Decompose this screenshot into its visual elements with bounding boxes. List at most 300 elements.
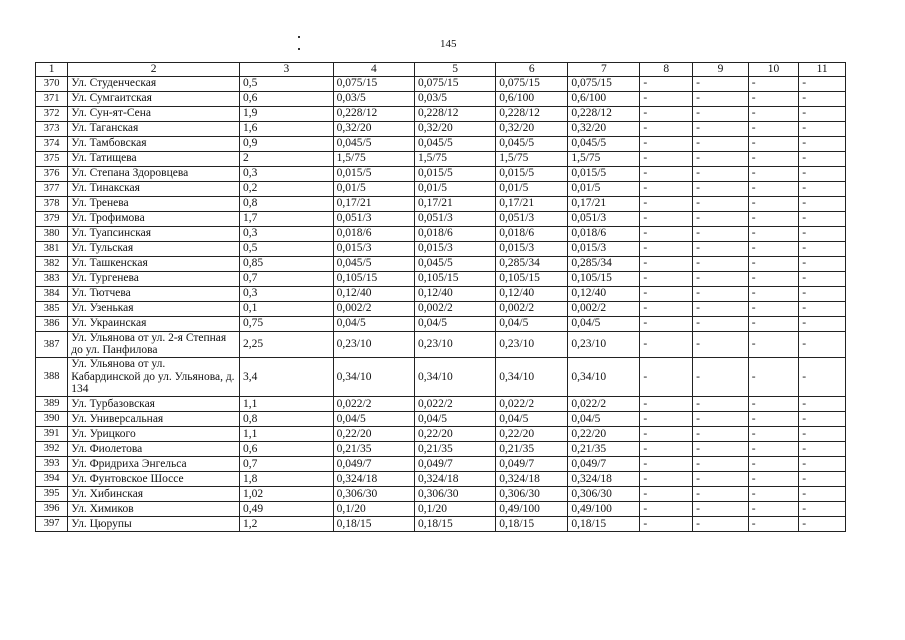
value-cell: 0,7 — [239, 456, 333, 471]
value-cell: 1,2 — [239, 516, 333, 531]
row-number-cell: 379 — [36, 211, 68, 226]
street-name-cell: Ул. Фунтовское Шоссе — [68, 471, 240, 486]
value-cell: - — [693, 331, 749, 357]
value-cell: 0,49/100 — [496, 501, 568, 516]
page-number: 145 — [440, 38, 457, 50]
value-cell: 0,015/3 — [568, 241, 640, 256]
value-cell: 0,23/10 — [414, 331, 495, 357]
value-cell: 0,285/34 — [496, 256, 568, 271]
row-number-cell: 380 — [36, 226, 68, 241]
table-row — [36, 196, 846, 211]
value-cell: 0,306/30 — [414, 486, 495, 501]
street-name-cell: Ул. Турбазовская — [68, 396, 240, 411]
value-cell: - — [748, 411, 798, 426]
value-cell: 0,228/12 — [333, 106, 414, 121]
row-number-cell: 387 — [36, 331, 68, 357]
value-cell: - — [748, 241, 798, 256]
value-cell: - — [799, 136, 846, 151]
value-cell: - — [748, 136, 798, 151]
street-name-cell: Ул. Студенческая — [68, 76, 240, 91]
value-cell: - — [799, 331, 846, 357]
value-cell: 0,015/5 — [568, 166, 640, 181]
row-number-cell: 377 — [36, 181, 68, 196]
value-cell: 0,04/5 — [333, 411, 414, 426]
value-cell: - — [693, 106, 749, 121]
value-cell: 0,17/21 — [414, 196, 495, 211]
value-cell: - — [799, 196, 846, 211]
value-cell: 0,051/3 — [496, 211, 568, 226]
value-cell: 0,6/100 — [568, 91, 640, 106]
table-row — [36, 271, 846, 286]
value-cell: 0,045/5 — [333, 256, 414, 271]
value-cell: - — [640, 121, 693, 136]
value-cell: 0,03/5 — [414, 91, 495, 106]
table-row — [36, 396, 846, 411]
table-row — [36, 226, 846, 241]
value-cell: 1,5/75 — [496, 151, 568, 166]
value-cell: - — [799, 166, 846, 181]
value-cell: - — [640, 226, 693, 241]
value-cell: - — [748, 357, 798, 396]
header-cell: 11 — [799, 63, 846, 77]
value-cell: 0,049/7 — [414, 456, 495, 471]
row-number-cell: 384 — [36, 286, 68, 301]
value-cell: 0,34/10 — [414, 357, 495, 396]
value-cell: - — [640, 396, 693, 411]
table-row — [36, 426, 846, 441]
value-cell: 0,228/12 — [568, 106, 640, 121]
value-cell: - — [748, 226, 798, 241]
row-number-cell: 389 — [36, 396, 68, 411]
table-row — [36, 136, 846, 151]
value-cell: - — [640, 256, 693, 271]
street-name-cell: Ул. Тинакская — [68, 181, 240, 196]
value-cell: - — [799, 241, 846, 256]
street-name-cell: Ул. Сумгаитская — [68, 91, 240, 106]
value-cell: - — [640, 357, 693, 396]
value-cell: - — [748, 286, 798, 301]
value-cell: - — [748, 516, 798, 531]
value-cell: - — [799, 271, 846, 286]
value-cell: 1,9 — [239, 106, 333, 121]
value-cell: 1,1 — [239, 426, 333, 441]
value-cell: 0,8 — [239, 196, 333, 211]
value-cell: 0,01/5 — [333, 181, 414, 196]
table-row — [36, 121, 846, 136]
value-cell: - — [640, 106, 693, 121]
value-cell: 0,105/15 — [414, 271, 495, 286]
header-cell: 7 — [568, 63, 640, 77]
value-cell: - — [748, 456, 798, 471]
value-cell: 0,18/15 — [333, 516, 414, 531]
value-cell: 0,049/7 — [568, 456, 640, 471]
value-cell: - — [640, 301, 693, 316]
value-cell: 0,18/15 — [568, 516, 640, 531]
table-row — [36, 471, 846, 486]
value-cell: - — [640, 286, 693, 301]
street-name-cell: Ул. Урицкого — [68, 426, 240, 441]
value-cell: 0,75 — [239, 316, 333, 331]
value-cell: - — [693, 426, 749, 441]
value-cell: 0,105/15 — [333, 271, 414, 286]
value-cell: 0,105/15 — [496, 271, 568, 286]
value-cell: 0,015/5 — [333, 166, 414, 181]
value-cell: 0,015/3 — [333, 241, 414, 256]
table-row — [36, 211, 846, 226]
table-row — [36, 151, 846, 166]
value-cell: - — [799, 286, 846, 301]
value-cell: 0,49 — [239, 501, 333, 516]
value-cell: 0,1/20 — [333, 501, 414, 516]
value-cell: 1,6 — [239, 121, 333, 136]
street-name-cell: Ул. Ташкенская — [68, 256, 240, 271]
value-cell: 0,17/21 — [568, 196, 640, 211]
value-cell: 0,015/3 — [414, 241, 495, 256]
value-cell: 0,018/6 — [568, 226, 640, 241]
row-number-cell: 395 — [36, 486, 68, 501]
value-cell: 0,075/15 — [414, 76, 495, 91]
value-cell: - — [748, 501, 798, 516]
value-cell: - — [799, 106, 846, 121]
street-name-cell: Ул. Тульская — [68, 241, 240, 256]
value-cell: - — [640, 331, 693, 357]
value-cell: - — [748, 271, 798, 286]
table-row — [36, 441, 846, 456]
value-cell: 0,306/30 — [333, 486, 414, 501]
value-cell: 0,34/10 — [496, 357, 568, 396]
value-cell: 0,7 — [239, 271, 333, 286]
value-cell: - — [799, 181, 846, 196]
value-cell: 0,21/35 — [333, 441, 414, 456]
table-row — [36, 411, 846, 426]
table-row — [36, 256, 846, 271]
value-cell: 0,04/5 — [496, 411, 568, 426]
value-cell: - — [799, 211, 846, 226]
value-cell: - — [799, 516, 846, 531]
value-cell: 0,1 — [239, 301, 333, 316]
value-cell: - — [748, 256, 798, 271]
value-cell: 1,02 — [239, 486, 333, 501]
street-name-cell: Ул. Трофимова — [68, 211, 240, 226]
value-cell: - — [748, 441, 798, 456]
value-cell: - — [799, 501, 846, 516]
streets-table — [35, 62, 846, 532]
value-cell: - — [640, 471, 693, 486]
value-cell: 0,051/3 — [414, 211, 495, 226]
value-cell: - — [693, 76, 749, 91]
value-cell: 0,04/5 — [414, 316, 495, 331]
value-cell: 0,105/15 — [568, 271, 640, 286]
row-number-cell: 373 — [36, 121, 68, 136]
street-name-cell: Ул. Татищева — [68, 151, 240, 166]
scan-speck — [298, 48, 300, 50]
value-cell: 0,018/6 — [414, 226, 495, 241]
value-cell: 1,1 — [239, 396, 333, 411]
value-cell: - — [748, 426, 798, 441]
table-header-row — [36, 63, 846, 77]
value-cell: 0,228/12 — [414, 106, 495, 121]
value-cell: 0,21/35 — [414, 441, 495, 456]
table-row — [36, 516, 846, 531]
value-cell: 0,6 — [239, 91, 333, 106]
value-cell: 0,022/2 — [414, 396, 495, 411]
value-cell: 0,002/2 — [333, 301, 414, 316]
table-row — [36, 301, 846, 316]
value-cell: - — [748, 331, 798, 357]
value-cell: - — [693, 456, 749, 471]
value-cell: 0,18/15 — [414, 516, 495, 531]
table-row — [36, 91, 846, 106]
street-name-cell: Ул. Узенькая — [68, 301, 240, 316]
value-cell: 0,32/20 — [568, 121, 640, 136]
value-cell: - — [640, 316, 693, 331]
value-cell: 0,324/18 — [496, 471, 568, 486]
value-cell: 0,21/35 — [568, 441, 640, 456]
value-cell: 0,34/10 — [568, 357, 640, 396]
value-cell: 0,306/30 — [496, 486, 568, 501]
value-cell: - — [748, 471, 798, 486]
value-cell: - — [640, 516, 693, 531]
value-cell: 0,17/21 — [496, 196, 568, 211]
street-name-cell: Ул. Тренева — [68, 196, 240, 211]
value-cell: 0,324/18 — [333, 471, 414, 486]
value-cell: 0,015/3 — [496, 241, 568, 256]
header-cell: 3 — [239, 63, 333, 77]
table-row — [36, 501, 846, 516]
value-cell: - — [693, 136, 749, 151]
value-cell: 0,01/5 — [496, 181, 568, 196]
street-name-cell: Ул. Фиолетова — [68, 441, 240, 456]
header-cell: 6 — [496, 63, 568, 77]
value-cell: 0,34/10 — [333, 357, 414, 396]
value-cell: 0,3 — [239, 226, 333, 241]
street-name-cell: Ул. Хибинская — [68, 486, 240, 501]
value-cell: - — [693, 211, 749, 226]
value-cell: - — [799, 91, 846, 106]
value-cell: - — [748, 486, 798, 501]
value-cell: 0,2 — [239, 181, 333, 196]
value-cell: - — [748, 301, 798, 316]
row-number-cell: 385 — [36, 301, 68, 316]
header-cell: 9 — [693, 63, 749, 77]
value-cell: - — [693, 486, 749, 501]
value-cell: 0,12/40 — [414, 286, 495, 301]
row-number-cell: 386 — [36, 316, 68, 331]
value-cell: - — [748, 151, 798, 166]
value-cell: - — [693, 91, 749, 106]
value-cell: 0,1/20 — [414, 501, 495, 516]
value-cell: - — [640, 501, 693, 516]
table-row — [36, 106, 846, 121]
value-cell: 0,002/2 — [414, 301, 495, 316]
value-cell: 0,049/7 — [333, 456, 414, 471]
value-cell: 0,5 — [239, 76, 333, 91]
value-cell: - — [693, 271, 749, 286]
value-cell: 1,5/75 — [333, 151, 414, 166]
value-cell: - — [693, 357, 749, 396]
value-cell: - — [693, 471, 749, 486]
value-cell: - — [640, 211, 693, 226]
value-cell: - — [640, 76, 693, 91]
value-cell: - — [693, 151, 749, 166]
value-cell: - — [748, 211, 798, 226]
table-row — [36, 76, 846, 91]
value-cell: 0,12/40 — [333, 286, 414, 301]
row-number-cell: 397 — [36, 516, 68, 531]
value-cell: 0,01/5 — [414, 181, 495, 196]
value-cell: 0,075/15 — [333, 76, 414, 91]
value-cell: - — [693, 181, 749, 196]
value-cell: - — [693, 166, 749, 181]
street-name-cell: Ул. Химиков — [68, 501, 240, 516]
value-cell: - — [640, 151, 693, 166]
value-cell: - — [640, 166, 693, 181]
value-cell: - — [640, 91, 693, 106]
row-number-cell: 388 — [36, 357, 68, 396]
value-cell: 0,015/5 — [414, 166, 495, 181]
table-row — [36, 486, 846, 501]
value-cell: - — [799, 301, 846, 316]
row-number-cell: 392 — [36, 441, 68, 456]
value-cell: - — [693, 256, 749, 271]
header-cell: 4 — [333, 63, 414, 77]
value-cell: - — [693, 501, 749, 516]
row-number-cell: 394 — [36, 471, 68, 486]
street-name-cell: Ул. Таганская — [68, 121, 240, 136]
value-cell: 0,285/34 — [568, 256, 640, 271]
value-cell: 0,18/15 — [496, 516, 568, 531]
street-name-cell: Ул. Универсальная — [68, 411, 240, 426]
row-number-cell: 396 — [36, 501, 68, 516]
value-cell: - — [748, 106, 798, 121]
value-cell: - — [640, 196, 693, 211]
value-cell: - — [640, 411, 693, 426]
value-cell: 0,49/100 — [568, 501, 640, 516]
value-cell: 0,3 — [239, 286, 333, 301]
value-cell: 0,17/21 — [333, 196, 414, 211]
value-cell: 0,022/2 — [333, 396, 414, 411]
row-number-cell: 372 — [36, 106, 68, 121]
value-cell: 0,04/5 — [568, 411, 640, 426]
table-row — [36, 166, 846, 181]
value-cell: - — [799, 76, 846, 91]
header-cell: 5 — [414, 63, 495, 77]
value-cell: 0,3 — [239, 166, 333, 181]
value-cell: 0,049/7 — [496, 456, 568, 471]
value-cell: 0,32/20 — [333, 121, 414, 136]
value-cell: 3,4 — [239, 357, 333, 396]
value-cell: 0,051/3 — [333, 211, 414, 226]
value-cell: 0,01/5 — [568, 181, 640, 196]
value-cell: 0,306/30 — [568, 486, 640, 501]
value-cell: - — [640, 441, 693, 456]
street-name-cell: Ул. Цюрупы — [68, 516, 240, 531]
value-cell: 0,022/2 — [496, 396, 568, 411]
street-name-cell: Ул. Тургенева — [68, 271, 240, 286]
value-cell: 0,85 — [239, 256, 333, 271]
value-cell: - — [693, 121, 749, 136]
value-cell: 0,045/5 — [568, 136, 640, 151]
value-cell: - — [640, 136, 693, 151]
value-cell: 0,051/3 — [568, 211, 640, 226]
value-cell: 0,022/2 — [568, 396, 640, 411]
row-number-cell: 374 — [36, 136, 68, 151]
value-cell: - — [748, 181, 798, 196]
value-cell: 0,22/20 — [568, 426, 640, 441]
value-cell: 0,018/6 — [333, 226, 414, 241]
value-cell: - — [640, 181, 693, 196]
value-cell: 0,075/15 — [496, 76, 568, 91]
value-cell: - — [748, 196, 798, 211]
value-cell: - — [799, 316, 846, 331]
value-cell: - — [799, 411, 846, 426]
value-cell: 0,045/5 — [333, 136, 414, 151]
value-cell: - — [640, 271, 693, 286]
value-cell: 0,04/5 — [496, 316, 568, 331]
value-cell: - — [748, 76, 798, 91]
row-number-cell: 376 — [36, 166, 68, 181]
value-cell: - — [693, 301, 749, 316]
value-cell: - — [693, 396, 749, 411]
value-cell: - — [693, 226, 749, 241]
street-name-cell: Ул. Фридриха Энгельса — [68, 456, 240, 471]
row-number-cell: 390 — [36, 411, 68, 426]
value-cell: 0,23/10 — [333, 331, 414, 357]
value-cell: - — [693, 516, 749, 531]
row-number-cell: 383 — [36, 271, 68, 286]
value-cell: 0,324/18 — [414, 471, 495, 486]
value-cell: 0,015/5 — [496, 166, 568, 181]
value-cell: 0,21/35 — [496, 441, 568, 456]
value-cell: 2,25 — [239, 331, 333, 357]
value-cell: 0,04/5 — [568, 316, 640, 331]
value-cell: - — [799, 441, 846, 456]
value-cell: - — [748, 91, 798, 106]
value-cell: - — [693, 441, 749, 456]
value-cell: 0,018/6 — [496, 226, 568, 241]
value-cell: 0,6/100 — [496, 91, 568, 106]
value-cell: - — [799, 426, 846, 441]
value-cell: 0,045/5 — [414, 256, 495, 271]
header-cell: 2 — [68, 63, 240, 77]
street-name-cell: Ул. Сун-ят-Сена — [68, 106, 240, 121]
value-cell: 0,23/10 — [496, 331, 568, 357]
value-cell: - — [693, 241, 749, 256]
value-cell: - — [640, 456, 693, 471]
value-cell: 1,5/75 — [568, 151, 640, 166]
value-cell: 1,7 — [239, 211, 333, 226]
value-cell: - — [799, 486, 846, 501]
street-name-cell: Ул. Степана Здоровцева — [68, 166, 240, 181]
table-row — [36, 241, 846, 256]
value-cell: - — [799, 226, 846, 241]
value-cell: 0,22/20 — [333, 426, 414, 441]
value-cell: 0,22/20 — [496, 426, 568, 441]
value-cell: - — [640, 241, 693, 256]
street-name-cell: Ул. Туапсинская — [68, 226, 240, 241]
value-cell: 0,228/12 — [496, 106, 568, 121]
table-row — [36, 456, 846, 471]
value-cell: 0,5 — [239, 241, 333, 256]
value-cell: - — [799, 471, 846, 486]
table-row — [36, 331, 846, 357]
value-cell: 0,22/20 — [414, 426, 495, 441]
value-cell: 0,32/20 — [414, 121, 495, 136]
value-cell: 0,32/20 — [496, 121, 568, 136]
value-cell: 1,5/75 — [414, 151, 495, 166]
value-cell: 0,23/10 — [568, 331, 640, 357]
value-cell: - — [799, 121, 846, 136]
